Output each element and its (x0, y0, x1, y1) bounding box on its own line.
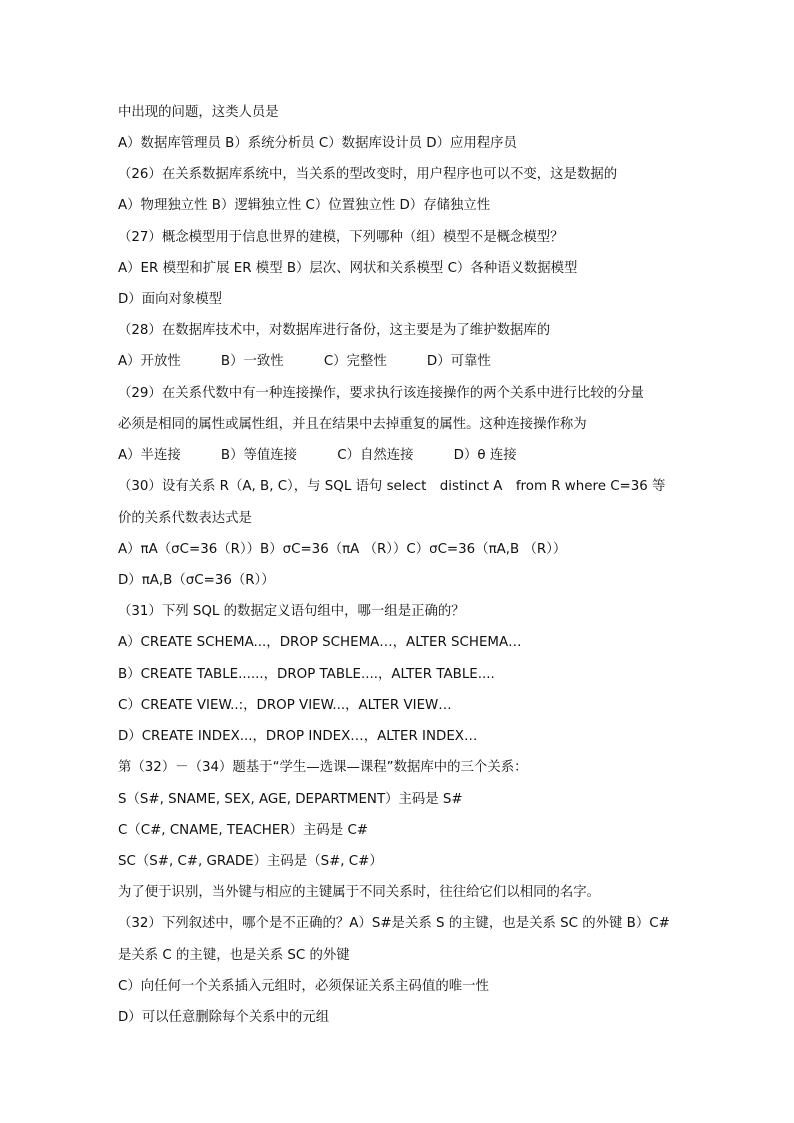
text-line: 价的关系代数表达式是 (118, 511, 252, 526)
text-line: （31）下列 SQL 的数据定义语句组中，哪一组是正确的？ (118, 604, 465, 619)
text-line: D）可以任意删除每个关系中的元组 (118, 1010, 330, 1025)
text-line: C）CREATE VIEW..:，DROP VIEW...，ALTER VIEW… (118, 698, 452, 713)
text-line: B）CREATE TABLE......，DROP TABLE....，ALTER TABLE.... (118, 667, 495, 682)
text-line: A）物理独立性 B）逻辑独立性 C）位置独立性 D）存储独立性 (118, 198, 491, 213)
text-line: S（S#, SNAME, SEX, AGE, DEPARTMENT）主码是 S# (118, 792, 463, 807)
text-line: （27）概念模型用于信息世界的建模，下列哪种（组）模型不是概念模型？ (118, 230, 564, 245)
text-line: A）ER 模型和扩展 ER 模型 B）层次、网状和关系模型 C）各种语义数据模型 (118, 261, 578, 276)
text-line: （29）在关系代数中有一种连接操作，要求执行该连接操作的两个关系中进行比较的分量 (118, 386, 644, 401)
text-line: 第（32）－（34）题基于“学生—选课—课程”数据库中的三个关系： (118, 760, 528, 775)
text-line: D）CREATE INDEX...，DROP INDEX…，ALTER INDEX… (118, 729, 478, 744)
text-line: C）向任何一个关系插入元组时，必须保证关系主码值的唯一性 (118, 979, 489, 994)
text-line: （28）在数据库技术中，对数据库进行备份，这主要是为了维护数据库的 (118, 323, 551, 338)
text-line: A）半连接 B）等值连接 C）自然连接 D）θ 连接 (118, 448, 517, 463)
text-line: A）πA（σC=36（R））B）σC=36（πA （R））C）σC=36（πA,B （R）） (118, 542, 567, 557)
text-line: 是关系 C 的主键，也是关系 SC 的外键 (118, 948, 350, 963)
text-line: A）CREATE SCHEMA...，DROP SCHEMA…，ALTER SCHEMA… (118, 635, 522, 650)
text-line: D）πA,B（σC=36（R）） (118, 573, 275, 588)
text-line: A）开放性 B）一致性 C）完整性 D）可靠性 (118, 354, 491, 369)
text-line: A）数据库管理员 B）系统分析员 C）数据库设计员 D）应用程序员 (118, 136, 517, 151)
text-line: SC（S#, C#, GRADE）主码是（S#, C#） (118, 854, 383, 869)
text-line: （30）设有关系 R（A, B, C），与 SQL 语句 select distinct A from R where C=36 等 (118, 479, 666, 494)
text-line: D）面向对象模型 (118, 292, 223, 307)
text-line: （32）下列叙述中，哪个是不正确的？A）S#是关系 S 的主键，也是关系 SC 的外键 B）C# (118, 916, 670, 931)
text-line: C（C#, CNAME, TEACHER）主码是 C# (118, 823, 369, 838)
text-line: 必须是相同的属性或属性组，并且在结果中去掉重复的属性。这种连接操作称为 (118, 417, 587, 432)
text-line: 为了便于识别，当外键与相应的主键属于不同关系时，往往给它们以相同的名字。 (118, 885, 601, 900)
text-line: 中出现的问题，这类人员是 (118, 105, 279, 120)
text-line: （26）在关系数据库系统中，当关系的型改变时，用户程序也可以不变，这是数据的 (118, 167, 618, 182)
